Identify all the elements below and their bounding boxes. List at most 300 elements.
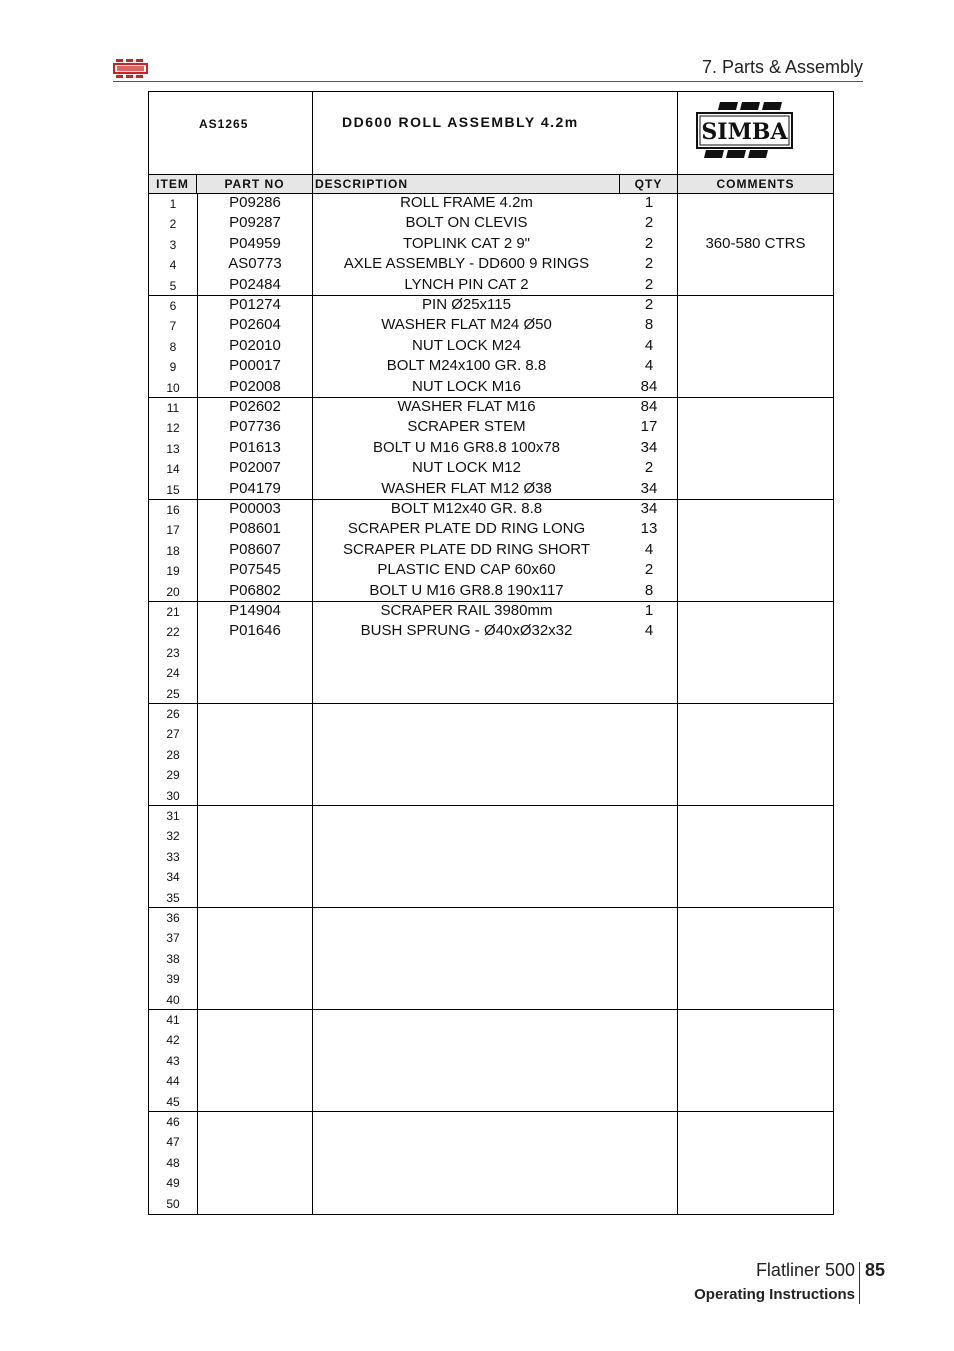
part-quantity — [620, 704, 678, 724]
part-comment — [678, 684, 833, 704]
part-comment — [678, 1030, 833, 1050]
column-header-qty: QTY — [620, 175, 678, 193]
part-number — [197, 643, 313, 663]
column-header-part-no: PART NO — [197, 175, 313, 193]
table-row — [149, 439, 833, 459]
part-number: P08601 — [229, 520, 281, 538]
part-quantity: 13 — [640, 520, 658, 538]
part-quantity — [620, 847, 678, 867]
part-number — [197, 1071, 313, 1091]
part-comment — [678, 337, 833, 357]
part-number: P01274 — [229, 296, 281, 313]
table-row — [149, 520, 833, 540]
page-number: 85 — [865, 1260, 886, 1280]
table-row — [149, 1092, 833, 1112]
part-number: P01613 — [229, 438, 281, 456]
part-comment — [678, 541, 833, 561]
item-number: 3 — [169, 237, 177, 252]
table-row — [149, 908, 833, 928]
part-description — [313, 826, 620, 846]
part-comment — [678, 969, 833, 989]
item-number: 36 — [166, 911, 180, 925]
part-description — [313, 969, 620, 989]
table-row — [149, 1051, 833, 1071]
part-number — [197, 949, 313, 969]
part-comment — [678, 847, 833, 867]
table-row — [149, 1173, 833, 1193]
table-row — [149, 296, 833, 316]
section-title: 7. Parts & Assembly — [701, 57, 863, 77]
item-number: 4 — [169, 258, 177, 273]
product-name: Flatliner 500 — [755, 1260, 855, 1280]
table-row — [149, 500, 833, 520]
part-description — [313, 806, 620, 826]
part-quantity: 1 — [644, 194, 654, 211]
table-row — [149, 928, 833, 948]
assembly-code: AS1265 — [199, 117, 249, 131]
part-quantity — [620, 1132, 678, 1152]
part-number: P00003 — [229, 500, 281, 517]
part-number: P02007 — [229, 459, 281, 477]
part-quantity: 1 — [644, 602, 654, 619]
part-comment — [678, 1051, 833, 1071]
part-quantity — [620, 969, 678, 989]
table-row — [149, 826, 833, 846]
part-description — [313, 684, 620, 704]
item-number: 2 — [169, 217, 177, 232]
part-description: SCRAPER PLATE DD RING LONG — [347, 520, 586, 538]
part-description — [313, 1030, 620, 1050]
part-description — [313, 1010, 620, 1030]
item-number: 15 — [166, 482, 180, 497]
part-quantity — [620, 826, 678, 846]
item-number: 14 — [166, 462, 180, 477]
part-quantity: 4 — [644, 622, 654, 640]
part-number — [197, 1051, 313, 1071]
table-row — [149, 1030, 833, 1050]
part-description: ROLL FRAME 4.2m — [400, 194, 533, 211]
part-description: BOLT ON CLEVIS — [405, 214, 528, 232]
part-comment — [678, 1132, 833, 1152]
part-quantity: 4 — [644, 357, 654, 375]
item-number: 38 — [166, 951, 180, 966]
part-number — [197, 1194, 313, 1214]
item-number: 31 — [166, 809, 180, 823]
item-number: 35 — [166, 890, 180, 905]
part-quantity — [620, 928, 678, 948]
table-row — [149, 867, 833, 887]
part-number — [197, 990, 313, 1010]
part-comment — [678, 1071, 833, 1091]
part-comment — [678, 378, 833, 398]
table-row — [149, 337, 833, 357]
part-comment — [678, 704, 833, 724]
part-description: BOLT M24x100 GR. 8.8 — [386, 357, 547, 375]
table-row — [149, 561, 833, 581]
item-number: 37 — [166, 931, 180, 946]
part-number — [197, 1132, 313, 1152]
part-comment — [678, 582, 833, 602]
table-row — [149, 541, 833, 561]
table-row — [149, 480, 833, 500]
part-comment — [678, 928, 833, 948]
item-number: 22 — [166, 625, 180, 640]
item-number: 17 — [166, 523, 180, 538]
part-quantity — [620, 1194, 678, 1214]
part-description — [313, 786, 620, 806]
item-number: 46 — [166, 1115, 180, 1129]
part-description — [313, 663, 620, 683]
part-description — [313, 765, 620, 785]
part-description: WASHER FLAT M24 Ø50 — [381, 316, 552, 334]
part-number — [197, 765, 313, 785]
part-quantity — [620, 1051, 678, 1071]
part-description — [313, 1194, 620, 1214]
part-comment — [678, 602, 833, 622]
part-quantity: 84 — [640, 377, 658, 395]
part-quantity: 34 — [640, 479, 658, 497]
part-number: P07736 — [229, 418, 281, 436]
item-number: 33 — [166, 849, 180, 864]
item-number: 49 — [166, 1176, 180, 1191]
part-description — [313, 1153, 620, 1173]
part-description — [313, 847, 620, 867]
part-number — [197, 888, 313, 908]
table-row — [149, 602, 833, 622]
part-description: SCRAPER PLATE DD RING SHORT — [343, 540, 590, 558]
simba-logo-small-icon — [113, 59, 148, 78]
part-comment — [678, 276, 833, 296]
item-number: 27 — [166, 727, 180, 742]
part-comment — [678, 765, 833, 785]
part-number: P02602 — [229, 398, 281, 415]
item-number: 40 — [166, 992, 180, 1007]
part-quantity — [620, 1173, 678, 1193]
part-comment — [678, 439, 833, 459]
item-number: 21 — [166, 605, 180, 619]
item-number: 28 — [166, 747, 180, 762]
part-quantity — [620, 765, 678, 785]
part-comment — [678, 520, 833, 540]
part-number: P02010 — [229, 336, 281, 354]
part-quantity: 2 — [644, 275, 654, 293]
part-description — [313, 867, 620, 887]
part-quantity: 4 — [644, 540, 654, 558]
part-comment — [678, 806, 833, 826]
item-number: 18 — [166, 543, 180, 558]
table-row — [149, 622, 833, 642]
part-description: BOLT U M16 GR8.8 100x78 — [372, 438, 561, 456]
part-number — [197, 1153, 313, 1173]
part-description — [313, 1173, 620, 1193]
item-number: 6 — [169, 299, 177, 313]
part-comment — [678, 255, 833, 275]
table-row — [149, 765, 833, 785]
table-row — [149, 1194, 833, 1214]
part-quantity: 84 — [640, 398, 658, 415]
part-comment — [678, 561, 833, 581]
item-number: 20 — [166, 584, 180, 599]
part-quantity — [620, 1010, 678, 1030]
part-description: AXLE ASSEMBLY - DD600 9 RINGS — [343, 255, 590, 273]
item-number: 5 — [169, 278, 177, 293]
header-rule — [113, 81, 863, 82]
part-description: SCRAPER STEM — [407, 418, 526, 436]
item-number: 1 — [169, 197, 177, 211]
simba-logo-icon — [696, 100, 794, 160]
table-row — [149, 724, 833, 744]
part-number — [197, 928, 313, 948]
footer-divider — [859, 1262, 860, 1304]
part-description: BOLT U M16 GR8.8 190x117 — [369, 581, 564, 599]
part-quantity: 2 — [644, 255, 654, 273]
item-number: 9 — [169, 360, 177, 375]
part-description — [313, 908, 620, 928]
table-row — [149, 378, 833, 398]
item-number: 45 — [166, 1094, 180, 1109]
part-description — [313, 949, 620, 969]
table-row — [149, 969, 833, 989]
part-number: P07545 — [229, 561, 281, 579]
part-comment — [678, 214, 833, 234]
item-number: 13 — [166, 441, 180, 456]
parts-sheet — [148, 91, 834, 1215]
part-quantity: 2 — [644, 296, 654, 313]
part-description — [313, 643, 620, 663]
table-row — [149, 949, 833, 969]
part-comment — [678, 480, 833, 500]
part-description — [313, 928, 620, 948]
part-comment — [678, 622, 833, 642]
part-description: PLASTIC END CAP 60x60 — [377, 561, 556, 579]
assembly-name-cell — [313, 92, 678, 174]
table-row — [149, 704, 833, 724]
part-quantity — [620, 1030, 678, 1050]
part-quantity — [620, 1112, 678, 1132]
part-quantity: 8 — [644, 581, 654, 599]
part-number — [197, 663, 313, 683]
table-row — [149, 888, 833, 908]
table-row — [149, 684, 833, 704]
part-quantity — [620, 806, 678, 826]
table-row — [149, 990, 833, 1010]
part-number — [197, 826, 313, 846]
part-comment — [678, 1112, 833, 1132]
table-row — [149, 582, 833, 602]
part-number — [197, 1092, 313, 1112]
part-number: P09287 — [229, 214, 281, 232]
table-row — [149, 398, 833, 418]
item-number: 24 — [166, 666, 180, 681]
part-comment — [678, 745, 833, 765]
item-number: 34 — [166, 870, 180, 885]
column-header-comments: COMMENTS — [716, 177, 795, 191]
part-description — [313, 745, 620, 765]
item-number: 47 — [166, 1135, 180, 1150]
part-number — [197, 745, 313, 765]
table-row — [149, 357, 833, 377]
part-quantity — [620, 1071, 678, 1091]
part-quantity — [620, 786, 678, 806]
part-description — [313, 704, 620, 724]
item-number: 10 — [166, 380, 180, 395]
part-quantity — [620, 990, 678, 1010]
item-number: 26 — [166, 707, 180, 721]
part-quantity: 2 — [644, 234, 654, 252]
part-comment — [678, 398, 833, 418]
part-description — [313, 1051, 620, 1071]
assembly-name: DD600 ROLL ASSEMBLY 4.2m — [342, 114, 579, 130]
table-row — [149, 663, 833, 683]
part-number — [197, 1030, 313, 1050]
part-number: P00017 — [229, 357, 281, 375]
item-number: 23 — [166, 645, 180, 660]
item-number: 44 — [166, 1074, 180, 1089]
item-number: 42 — [166, 1033, 180, 1048]
table-row — [149, 1132, 833, 1152]
part-number: P02008 — [229, 377, 281, 395]
part-quantity — [620, 908, 678, 928]
part-number — [197, 1112, 313, 1132]
part-comment: 360-580 CTRS — [705, 234, 806, 252]
logo-cell — [678, 92, 834, 174]
item-number: 41 — [166, 1013, 180, 1027]
item-number: 12 — [166, 421, 180, 436]
table-row — [149, 1153, 833, 1173]
part-number — [197, 806, 313, 826]
table-row — [149, 316, 833, 336]
part-comment — [678, 1010, 833, 1030]
part-number — [197, 786, 313, 806]
part-quantity: 8 — [644, 316, 654, 334]
item-number: 29 — [166, 768, 180, 783]
part-comment — [678, 786, 833, 806]
part-comment — [678, 949, 833, 969]
part-description: PIN Ø25x115 — [422, 296, 511, 313]
part-comment — [678, 418, 833, 438]
part-description — [313, 724, 620, 744]
item-number: 30 — [166, 788, 180, 803]
part-quantity — [620, 1153, 678, 1173]
item-number: 39 — [166, 972, 180, 987]
part-number — [197, 1173, 313, 1193]
part-description — [313, 1092, 620, 1112]
part-description: NUT LOCK M16 — [412, 377, 521, 395]
part-quantity — [620, 684, 678, 704]
part-description — [313, 990, 620, 1010]
part-number: P02604 — [229, 316, 281, 334]
part-comment — [678, 990, 833, 1010]
part-quantity: 34 — [640, 438, 658, 456]
item-number: 8 — [169, 339, 177, 354]
item-number: 43 — [166, 1053, 180, 1068]
part-quantity — [620, 888, 678, 908]
part-description — [313, 888, 620, 908]
part-description: BOLT M12x40 GR. 8.8 — [390, 500, 543, 517]
part-comment — [678, 867, 833, 887]
item-number: 16 — [166, 503, 180, 517]
part-comment — [678, 296, 833, 316]
part-comment — [678, 357, 833, 377]
part-quantity: 2 — [644, 214, 654, 232]
part-comment — [678, 663, 833, 683]
part-quantity — [620, 663, 678, 683]
part-number: P02484 — [229, 275, 281, 293]
item-number: 48 — [166, 1155, 180, 1170]
table-row — [149, 194, 833, 214]
part-description: NUT LOCK M12 — [412, 459, 521, 477]
column-header-description: DESCRIPTION — [313, 175, 620, 193]
part-description: NUT LOCK M24 — [412, 336, 521, 354]
part-comment — [678, 1173, 833, 1193]
part-number: P01646 — [229, 622, 281, 640]
column-header-row — [149, 174, 833, 194]
part-number — [197, 847, 313, 867]
table-row — [149, 459, 833, 479]
part-quantity: 2 — [644, 459, 654, 477]
part-quantity: 34 — [640, 500, 658, 517]
part-comment — [678, 500, 833, 520]
part-description: TOPLINK CAT 2 9" — [402, 234, 531, 252]
part-comment — [678, 316, 833, 336]
table-row — [149, 847, 833, 867]
part-quantity — [620, 949, 678, 969]
part-quantity — [620, 724, 678, 744]
part-number — [197, 969, 313, 989]
part-number: P04959 — [229, 234, 281, 252]
part-comment — [678, 1092, 833, 1112]
table-row — [149, 276, 833, 296]
part-description: SCRAPER RAIL 3980mm — [380, 602, 553, 619]
part-description: WASHER FLAT M12 Ø38 — [381, 479, 552, 497]
part-description: WASHER FLAT M16 — [397, 398, 536, 415]
part-number: P09286 — [229, 194, 281, 211]
table-row — [149, 1071, 833, 1091]
table-row — [149, 745, 833, 765]
item-number: 25 — [166, 686, 180, 701]
table-row — [149, 643, 833, 663]
table-row — [149, 214, 833, 234]
part-number — [197, 724, 313, 744]
part-description — [313, 1071, 620, 1091]
part-number: P08607 — [229, 540, 281, 558]
part-comment — [678, 1194, 833, 1214]
assembly-code-cell — [149, 92, 313, 174]
table-row — [149, 255, 833, 275]
part-number: P06802 — [229, 581, 281, 599]
table-row — [149, 786, 833, 806]
item-number: 11 — [166, 401, 180, 415]
part-quantity — [620, 643, 678, 663]
table-row — [149, 418, 833, 438]
part-description — [313, 1112, 620, 1132]
part-quantity: 4 — [644, 336, 654, 354]
part-comment — [678, 908, 833, 928]
part-comment — [678, 643, 833, 663]
part-comment — [678, 826, 833, 846]
part-description — [313, 1132, 620, 1152]
part-number: P04179 — [229, 479, 281, 497]
column-header-item: ITEM — [149, 175, 197, 193]
table-row — [149, 806, 833, 826]
part-quantity: 2 — [644, 561, 654, 579]
part-comment — [678, 194, 833, 214]
footer-subtitle: Operating Instructions — [694, 1286, 855, 1303]
part-number — [197, 908, 313, 928]
title-block — [149, 92, 833, 174]
part-comment — [678, 724, 833, 744]
part-comment — [678, 459, 833, 479]
